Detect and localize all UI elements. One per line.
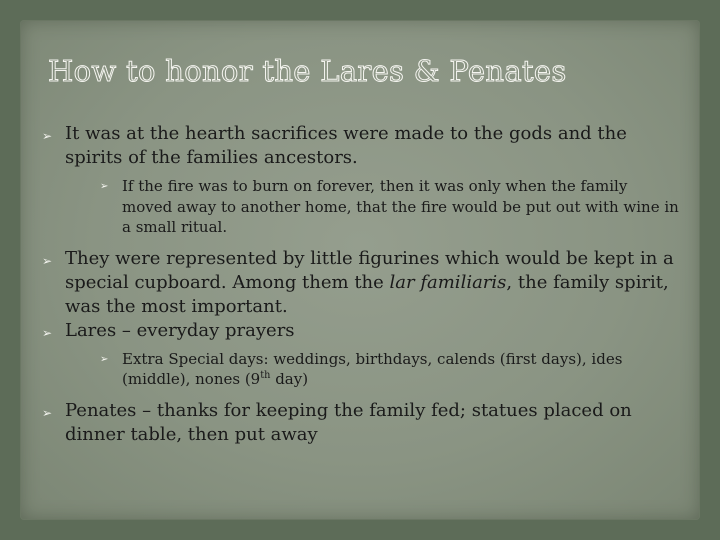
slide-body: [42, 122, 682, 447]
arrow-bullet-icon: ➢: [100, 353, 109, 365]
arrow-bullet-icon: ➢: [42, 405, 53, 420]
bullet-item-lares: [42, 319, 682, 343]
sub-bullet-item-fire: [100, 176, 682, 238]
bullet-text-italic: lar familiaris: [389, 271, 507, 293]
bullet-item-hearth-sacrifices: [42, 122, 682, 170]
bullet-item-penates: [42, 399, 682, 447]
bullet-text-start: Extra Special days: weddings, birthdays, calends (first days), ides (middle), nones (9: [122, 349, 623, 388]
bullet-text: Lares – everyday prayers: [65, 319, 295, 341]
bullet-text-superscript: th: [260, 370, 271, 381]
bullet-text: If the fire was to burn on forever, then it was only when the family moved away to another home, that the fire would be put out with wine in a small ritual.: [122, 177, 679, 236]
arrow-bullet-icon: ➢: [42, 129, 53, 143]
arrow-bullet-icon: ➢: [42, 325, 53, 340]
bullet-item-figurines: [42, 247, 682, 319]
sub-bullet-item-special-days: [100, 349, 682, 390]
bullet-text-start: They were represented by little figurines which would be kept in a special cupboard. Among them the: [65, 247, 674, 293]
bullet-text-end: day): [270, 370, 309, 388]
bullet-text-end: , the family spirit, was the most important.: [65, 271, 669, 317]
bullet-text: Penates – thanks for keeping the family fed; statues placed on dinner table, then put away: [65, 399, 632, 445]
arrow-bullet-icon: ➢: [42, 253, 53, 268]
slide-title: How to honor the Lares & Penates: [48, 54, 567, 88]
arrow-bullet-icon: ➢: [100, 181, 109, 192]
bullet-text: It was at the hearth sacrifices were made to the gods and the spirits of the families ancestors.: [65, 123, 627, 168]
